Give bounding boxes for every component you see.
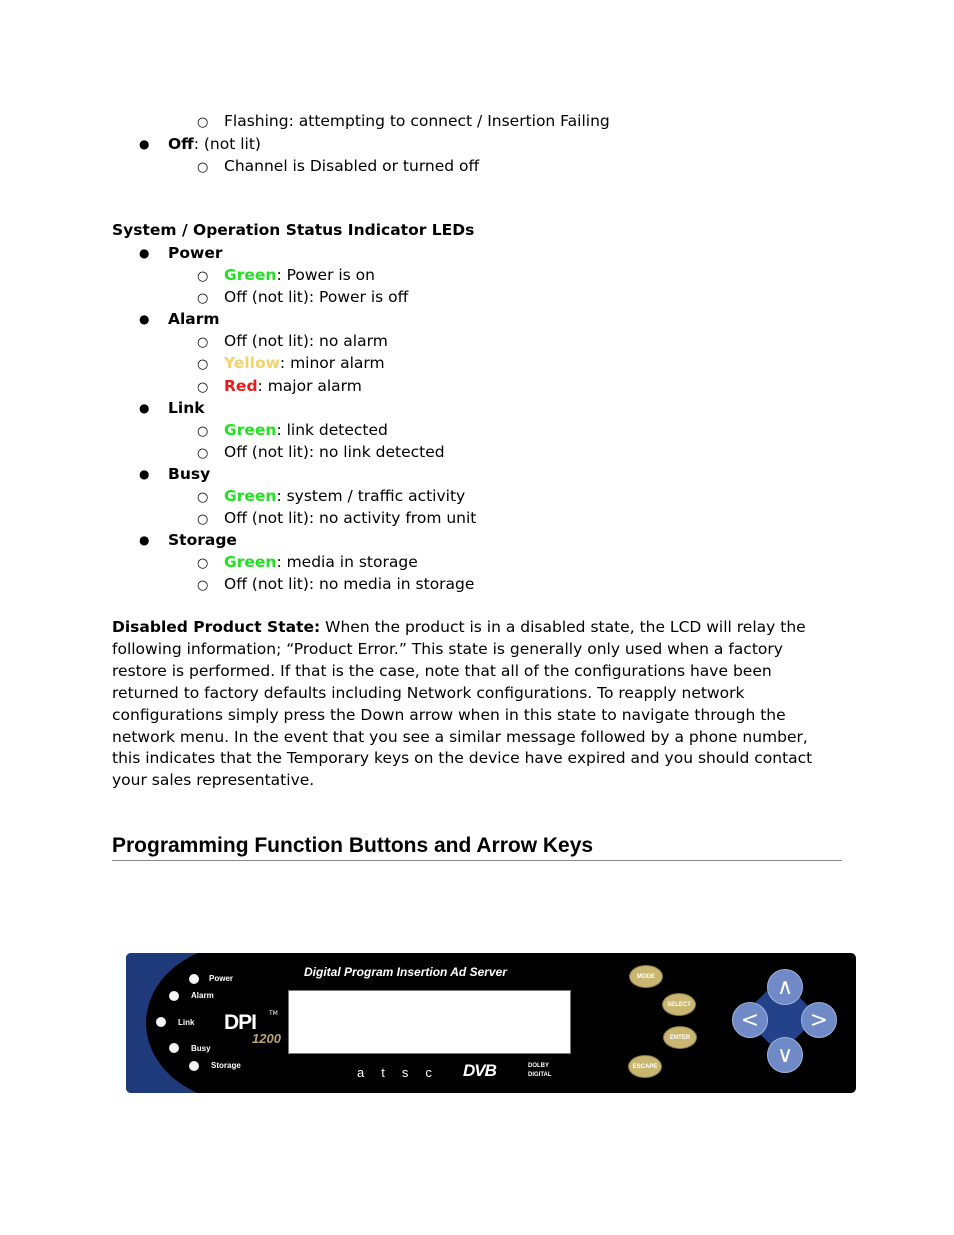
list-item: ○ Green: media in storage [197,551,418,575]
list-item: ● Off: (not lit) [139,135,261,153]
led-busy-icon [169,1043,179,1053]
circle-bullet-icon: ○ [197,291,209,306]
dolby-digital-logo: DOLBY DIGITAL [528,1063,552,1078]
atsc-logo: atsc [357,1065,449,1080]
circle-bullet-icon: ○ [197,269,209,284]
led-label-alarm: Alarm [191,991,214,1000]
list-item: ○ Channel is Disabled or turned off [197,155,479,179]
bullet-icon: ● [139,401,150,415]
circle-bullet-icon: ○ [197,380,209,395]
dvb-logo: DVB [463,1061,496,1080]
circle-bullet-icon: ○ [197,578,209,593]
circle-bullet-icon: ○ [197,160,209,175]
trademark-mark: TM [269,1010,278,1017]
section-heading: System / Operation Status Indicator LEDs [112,221,475,239]
list-item: ○ Off (not lit): no alarm [197,330,388,354]
dpi-model-number: 1200 [252,1031,281,1046]
list-item-alarm: ● Alarm [139,310,220,328]
led-storage-icon [189,1061,199,1071]
bullet-icon: ● [139,246,150,260]
list-item: ○ Flashing: attempting to connect / Insertion Failing [197,110,610,134]
circle-bullet-icon: ○ [197,512,209,527]
circle-bullet-icon: ○ [197,446,209,461]
list-item: ○ Off (not lit): no activity from unit [197,507,476,531]
circle-bullet-icon: ○ [197,357,209,372]
escape-button[interactable]: ESCAPE [628,1055,662,1078]
list-item: ○ Off (not lit): Power is off [197,286,408,310]
list-item: ○ Green: system / traffic activity [197,485,465,509]
bullet-icon: ● [139,533,150,547]
section-divider [112,860,842,861]
led-label-link: Link [178,1018,195,1027]
list-item-link: ● Link [139,399,205,417]
disabled-state-paragraph: Disabled Product State: When the product is in a disabled state, the LCD will relay the following information; “Product Error.” This state is generally only used when a factory restore is performed. If that is the case, note that all of the configurations have been returned to factory defaults including Network configurations. To reapply network configurations simply press the Down arrow when in this state to navigate through the network menu. In the event that you see a similar message followed by a phone number, this indicates that the Temporary keys on the device have expired and you should contact your sales representative. [112,618,813,790]
circle-bullet-icon: ○ [197,490,209,505]
list-item: ○ Yellow: minor alarm [197,352,385,376]
bullet-icon: ● [139,137,150,151]
dpi-logo: DPI [224,1011,257,1034]
lcd-display [288,990,571,1054]
list-item-power: ● Power [139,244,223,262]
list-item: ○ Off (not lit): no media in storage [197,573,474,597]
device-front-panel [126,953,856,1093]
led-label-busy: Busy [191,1044,211,1053]
list-item: ○ Off (not lit): no link detected [197,441,445,465]
arrow-left-button[interactable]: < [732,1002,768,1038]
led-alarm-icon [169,991,179,1001]
list-item: ○ Green: Power is on [197,264,375,288]
circle-bullet-icon: ○ [197,424,209,439]
circle-bullet-icon: ○ [197,115,209,130]
led-link-icon [156,1017,166,1027]
led-power-icon [189,974,199,984]
device-title: Digital Program Insertion Ad Server [304,965,507,979]
list-item-busy: ● Busy [139,465,211,483]
select-button[interactable]: SELECT [662,993,696,1016]
list-item-storage: ● Storage [139,531,237,549]
led-label-storage: Storage [211,1061,241,1070]
bullet-icon: ● [139,312,150,326]
circle-bullet-icon: ○ [197,335,209,350]
arrow-up-button[interactable]: ∧ [767,969,803,1005]
enter-button[interactable]: ENTER [663,1026,697,1049]
arrow-down-button[interactable]: ∨ [767,1037,803,1073]
led-label-power: Power [209,974,234,983]
list-item: ○ Red: major alarm [197,375,362,399]
circle-bullet-icon: ○ [197,556,209,571]
list-item: ○ Green: link detected [197,419,388,443]
arrow-right-button[interactable]: > [801,1002,837,1038]
mode-button[interactable]: MODE [629,965,663,988]
bullet-icon: ● [139,467,150,481]
section-title: Programming Function Buttons and Arrow Keys [112,834,594,857]
